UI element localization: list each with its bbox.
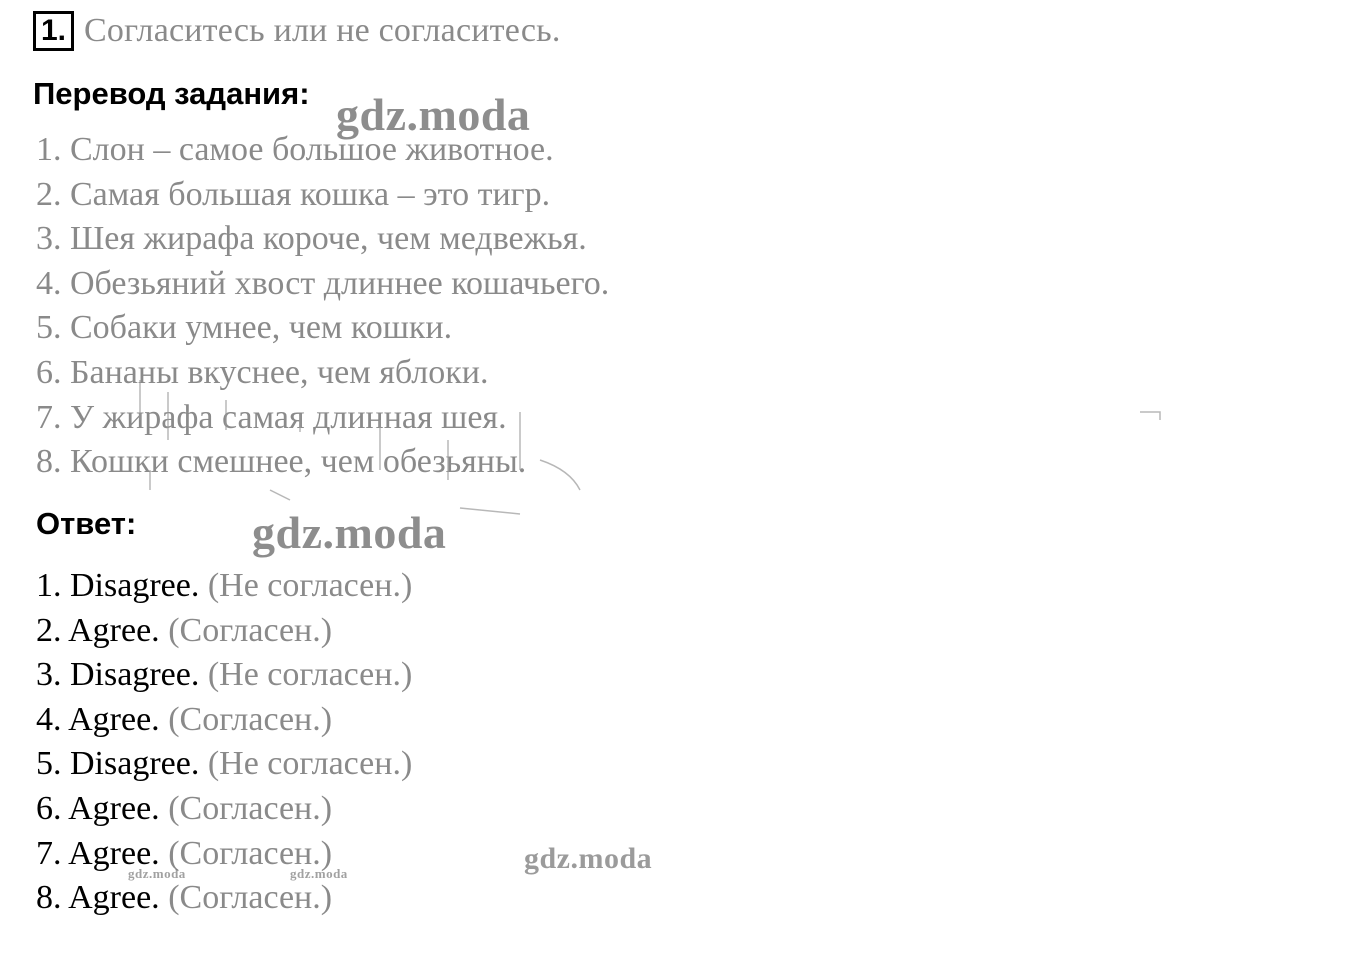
answer-english: Disagree. bbox=[70, 745, 200, 783]
answer-russian: (Согласен.) bbox=[168, 611, 333, 649]
answer-item bbox=[36, 787, 412, 832]
answer-item bbox=[36, 653, 412, 698]
answer-english: Agree. bbox=[68, 700, 160, 738]
answer-number: 7. bbox=[36, 834, 62, 872]
watermark-medium: gdz.moda bbox=[524, 842, 653, 875]
answer-number: 1. bbox=[36, 567, 62, 604]
translation-item: 1. Слон – самое большое животное. bbox=[36, 131, 554, 168]
answer-number: 8. bbox=[36, 879, 62, 917]
translation-item: 8. Кошки смешнее, чем обезьяны. bbox=[36, 443, 527, 481]
answer-russian: (Согласен.) bbox=[168, 834, 333, 872]
answer-item bbox=[36, 742, 412, 787]
translation-item: 5. Собаки умнее, чем кошки. bbox=[36, 309, 453, 347]
answer-english: Disagree. bbox=[70, 567, 200, 604]
task-header bbox=[33, 8, 561, 54]
answer-item bbox=[36, 698, 412, 743]
answer-heading: Ответ: bbox=[36, 506, 137, 541]
answer-number: 3. bbox=[36, 656, 62, 694]
translation-item: 4. Обезьяний хвост длиннее кошачьего. bbox=[36, 264, 610, 302]
answer-english: Disagree. bbox=[70, 656, 200, 694]
answer-item bbox=[36, 609, 412, 654]
translation-item: 2. Самая большая кошка – это тигр. bbox=[36, 175, 551, 213]
translation-heading: Перевод задания: bbox=[33, 76, 310, 111]
translation-item: 3. Шея жирафа короче, чем медвежья. bbox=[36, 220, 587, 258]
watermark-large: gdz.moda bbox=[336, 89, 531, 140]
answer-english: Agree. bbox=[68, 879, 160, 917]
watermark-large: gdz.moda bbox=[252, 507, 447, 558]
translation-item: 6. Бананы вкуснее, чем яблоки. bbox=[36, 353, 489, 391]
answer-number: 6. bbox=[36, 789, 62, 827]
answer-item bbox=[36, 564, 412, 609]
answer-list bbox=[36, 564, 412, 921]
answer-english: Agree. bbox=[68, 789, 160, 827]
answer-russian: (Не согласен.) bbox=[207, 567, 413, 604]
watermark-small: gdz.moda bbox=[290, 866, 348, 881]
answer-russian: (Согласен.) bbox=[168, 879, 333, 917]
task-title: Согласитесь или не согласитесь. bbox=[84, 12, 561, 49]
answer-english: Agree. bbox=[68, 834, 160, 872]
answer-number: 2. bbox=[36, 611, 62, 649]
answer-item bbox=[36, 876, 412, 921]
answer-number: 5. bbox=[36, 745, 62, 783]
answer-item bbox=[36, 832, 412, 877]
answer-english: Agree. bbox=[68, 611, 160, 649]
translation-item: 7. У жирафа самая длинная шея. bbox=[36, 398, 507, 436]
task-number-box: 1. bbox=[33, 11, 74, 51]
watermark-small: gdz.moda bbox=[128, 866, 186, 881]
answer-russian: (Не согласен.) bbox=[207, 656, 413, 694]
answer-russian: (Согласен.) bbox=[168, 700, 333, 738]
translation-list bbox=[36, 128, 609, 485]
answer-number: 4. bbox=[36, 700, 62, 738]
answer-russian: (Согласен.) bbox=[168, 789, 333, 827]
answer-russian: (Не согласен.) bbox=[207, 745, 413, 783]
